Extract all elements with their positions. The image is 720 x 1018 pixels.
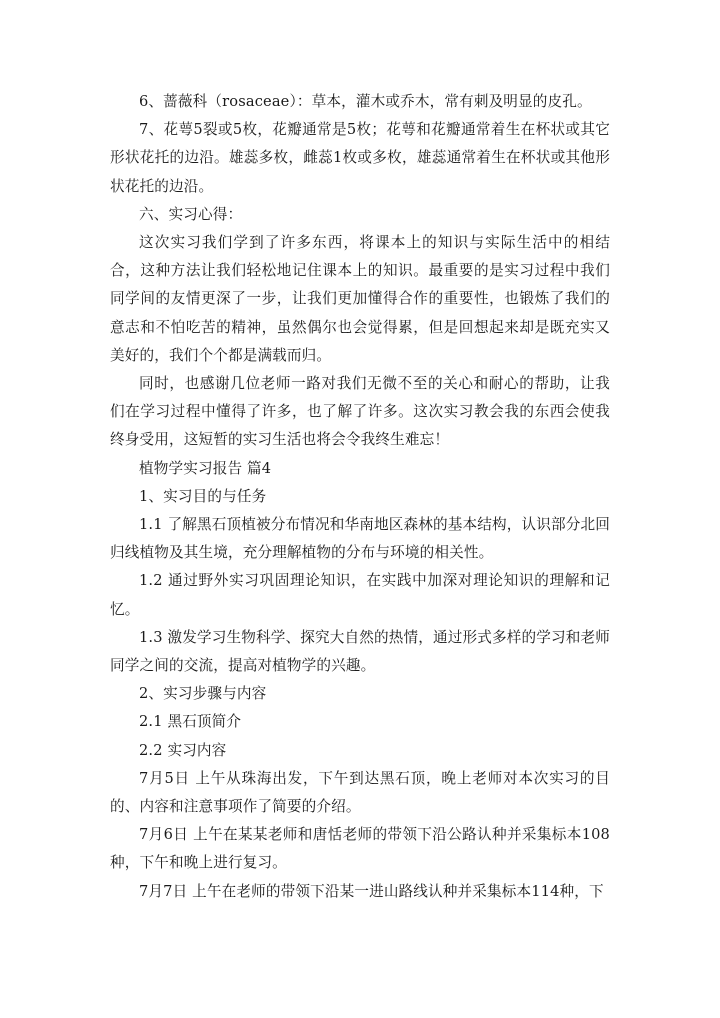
paragraph-july-7: 7月7日 上午在老师的带领下沿某一进山路线认种并采集标本114种，下 (139, 882, 604, 900)
paragraph-objective-1-1: 1.1 了解黑石顶植被分布情况和华南地区森林的基本结构，认识部分北回归线植物及其生境，充分理解植物的分布与环境的相关性。 (110, 516, 610, 562)
heading-heishiding-intro: 2.1 黑石顶简介 (139, 713, 242, 731)
heading-report-part-4: 植物学实习报告 篇4 (139, 459, 272, 477)
paragraph-objective-1-2: 1.2 通过野外实习巩固理论知识，在实践中加深对理论知识的理解和记忆。 (110, 572, 610, 618)
paragraph-july-6: 7月6日 上午在某某老师和唐恬老师的带领下沿公路认种并采集标本108种，下午和晚上进行复习。 (110, 826, 610, 872)
heading-internship-content: 2.2 实习内容 (139, 741, 227, 759)
heading-objectives: 1、实习目的与任务 (139, 487, 267, 505)
document-page (110, 88, 610, 906)
paragraph-reflection-2: 同时，也感谢几位老师一路对我们无微不至的关心和耐心的帮助，让我们在学习过程中懂得了许多，也了解了许多。这次实习教会我的东西会使我终身受用，这短暂的实习生活也将会令我终生难忘！ (110, 375, 610, 449)
paragraph-reflection-1: 这次实习我们学到了许多东西，将课本上的知识与实际生活中的相结合，这种方法让我们轻松地记住课本上的知识。最重要的是实习过程中我们同学间的友情更深了一步，让我们更加懂得合作的重要性，也锻炼了我们的意志和不怕吃苦的精神，虽然偶尔也会觉得累，但是回想起来却是既充实又美好的，我们个个都是满载而归。 (110, 234, 610, 364)
heading-internship-reflection: 六、实习心得： (139, 205, 243, 223)
heading-steps-and-content: 2、实习步骤与内容 (139, 685, 267, 703)
paragraph-july-5: 7月5日 上午从珠海出发，下午到达黑石顶，晚上老师对本次实习的目的、内容和注意事项作了简要的介绍。 (110, 769, 610, 816)
paragraph-objective-1-3: 1.3 激发学习生物科学、探究大自然的热情，通过形式多样的学习和老师同学之间的交流，提高对植物学的兴趣。 (110, 628, 610, 675)
paragraph-flower-structure: 7、花萼5裂或5枚，花瓣通常是5枚；花萼和花瓣通常着生在杯状或其它形状花托的边沿。雄蕊多枚，雌蕊1枚或多枚，雄蕊通常着生在杯状或其他形状花托的边沿。 (110, 121, 610, 195)
paragraph-rosaceae: 6、蔷薇科（rosaceae）：草本，灌木或乔木，常有刺及明显的皮孔。 (139, 93, 592, 110)
